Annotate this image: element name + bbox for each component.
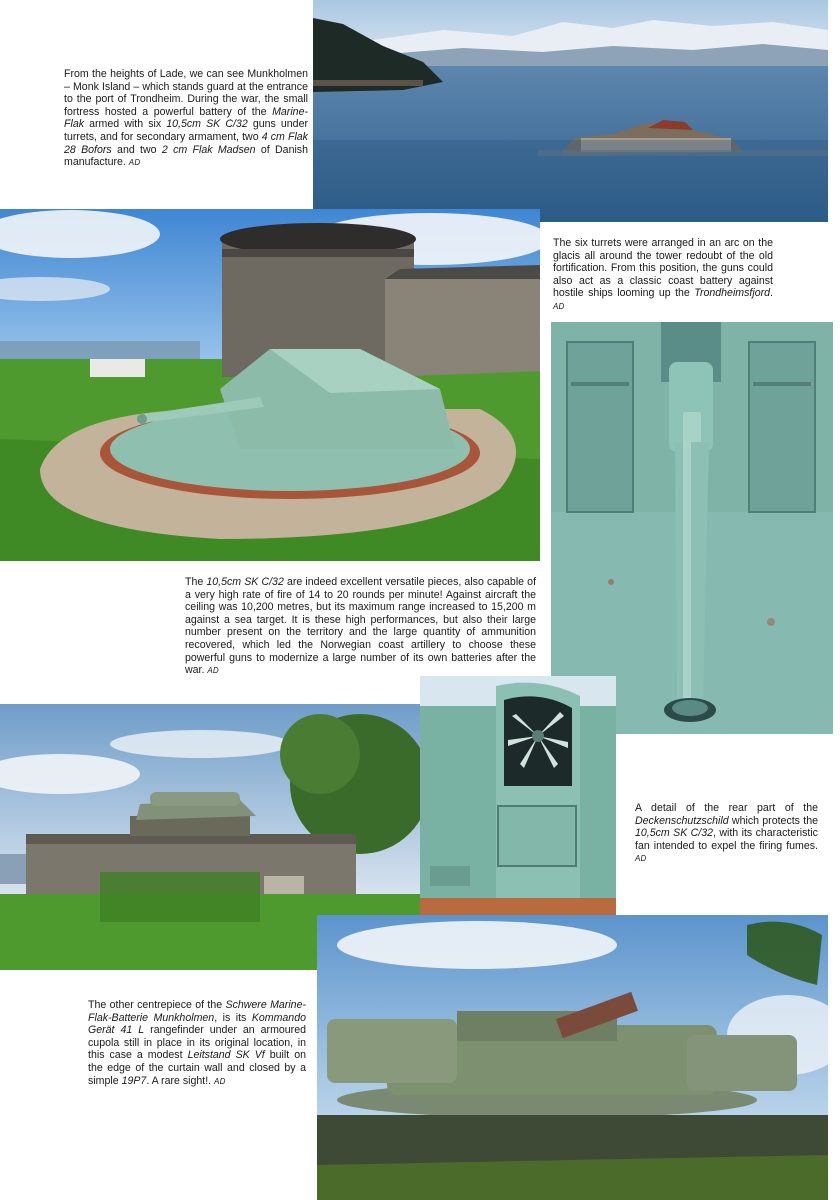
caption-italic: 10,5cm SK C/32 (635, 827, 714, 840)
caption-text: A detail of the rear part of the (635, 802, 818, 814)
caption-rangefinder (88, 999, 306, 1088)
photo-credit: AD (553, 301, 565, 311)
caption-text: rangefinder under an armoured cupola still in place in its original location, in this case a modest (88, 1024, 306, 1062)
caption-text: . (770, 287, 773, 300)
caption-italic: Schwere Marine-Flak-Batterie Munkholmen (88, 999, 306, 1024)
caption-six-turrets (553, 237, 773, 314)
caption-italic: 10,5cm SK C/32 (166, 118, 248, 131)
caption-gun-performance (185, 576, 536, 678)
caption-text: The other centrepiece of the (88, 999, 226, 1011)
caption-text: The six turrets were arranged in an arc on the glacis all around the tower redoubt of the old fortification. From this position, the guns could also act as a classic coast battery against hostile ships looming up the (553, 237, 773, 300)
caption-italic: Kommando Gerät 41 L (88, 1011, 306, 1037)
caption-text: The (185, 576, 207, 588)
caption-text: , with its characteristic fan intended to expel the firing fumes. (635, 827, 818, 852)
caption-text: , is its (214, 1011, 252, 1024)
caption-text: of Danish manufacture. (64, 143, 308, 169)
caption-italic: 4 cm Flak 28 Bofors (64, 130, 308, 156)
photo-credit: AD (128, 158, 141, 168)
caption-munkholmen-view (64, 68, 308, 170)
photo-munkholmen-island (313, 0, 828, 222)
caption-italic: 2 cm Flak Madsen (161, 143, 256, 156)
caption-italic: 19P7 (121, 1074, 147, 1087)
caption-italic: Deckenschutzschild (635, 814, 729, 827)
photo-turret-tower (0, 209, 540, 561)
caption-text: From the heights of Lade, we can see Munkholmen – Monk Island – which stands guard at the entrance to the port of Trondheim. During the war, the small fortress hosted a powerful battery of the (64, 68, 308, 118)
photo-rangefinder (317, 915, 828, 1200)
caption-italic: 10,5cm SK C/32 (206, 576, 284, 588)
caption-rear-detail (635, 802, 818, 866)
caption-text: guns under turrets, and for secondary armament, two (64, 118, 308, 143)
caption-text: armed with six (84, 118, 167, 131)
caption-text: and two (111, 143, 162, 156)
photo-credit: AD (635, 854, 647, 864)
caption-text: which protects the (728, 814, 818, 827)
photo-rear-fan-detail (420, 676, 616, 930)
caption-italic: Marine-Flak (64, 105, 308, 131)
caption-italic: Leitstand SK Vf (187, 1049, 265, 1062)
caption-text: built on the edge of the curtain wall and closed by a simple (88, 1049, 306, 1087)
caption-text: . A rare sight!. (146, 1074, 212, 1087)
caption-text: are indeed excellent versatile pieces, also capable of a very high rate of fire of 14 to 20 rounds per minute! Against aircraft the ceiling was 10,200 metres, but its maximum range increased to 15,200 m against a sea target. It is these high performances, but also their large number present on the territory and the large quantity of ammunition recovered, which led the Norwegian coast artillery to choose these powerful guns to modernize a large number of its own batteries after the war. (185, 576, 537, 677)
photo-gun-barrel (551, 322, 833, 734)
photo-credit: AD (207, 666, 219, 676)
caption-italic: Trondheimsfjord (694, 287, 771, 300)
photo-credit: AD (214, 1076, 226, 1086)
